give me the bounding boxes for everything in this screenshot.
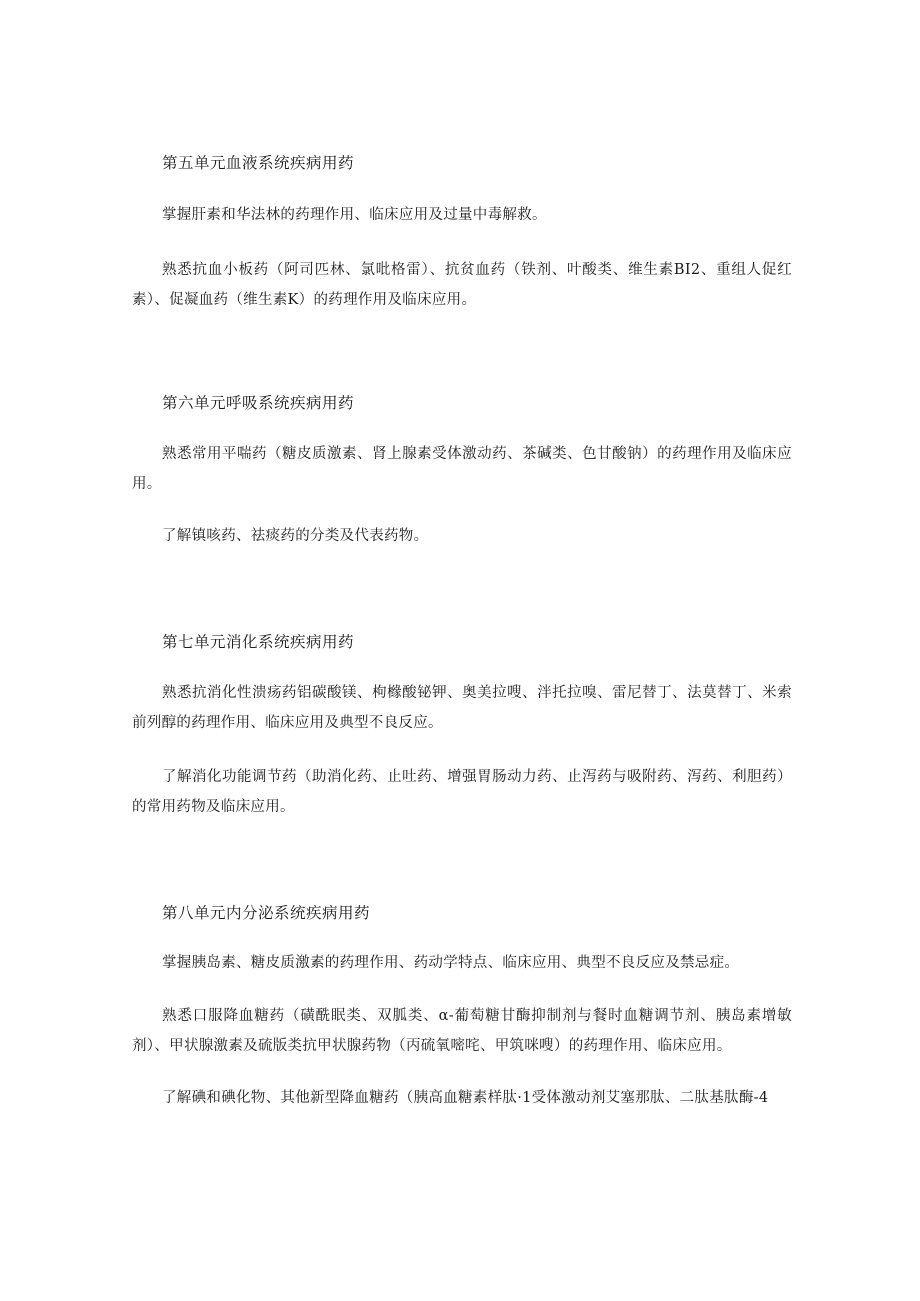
section-5-paragraph-2: 熟悉抗血小板药（阿司匹林、氯吡格雷）、抗贫血药（铁剂、叶酸类、维生素BI2、重组人促红素）、促凝血药（维生素K）的药理作用及临床应用。 [132,262,792,308]
section-heading-8: 第八单元内分泌系统疾病用药 [162,904,371,922]
section-8-paragraph-3: 了解碘和碘化物、其他新型降血糖药（胰高血糖素样肽·1受体激动剂艾塞那肽、二肽基肽酶-4 [162,1090,769,1106]
section-heading-7: 第七单元消化系统疾病用药 [162,633,355,651]
section-7-paragraph-2: 了解消化功能调节药（助消化药、止吐药、增强胃肠动力药、止泻药与吸附药、泻药、利胆药）的常用药物及临床应用。 [132,769,792,815]
section-heading-5: 第五单元血液系统疾病用药 [162,154,355,172]
section-6-paragraph-1: 熟悉常用平喘药（糖皮质激素、肾上腺素受体激动药、茶碱类、色甘酸钠）的药理作用及临床应用。 [132,446,792,492]
section-8-paragraph-2: 熟悉口服降血糖药（磺酰眠类、双胍类、α-葡萄糖甘酶抑制剂与餐时血糖调节剂、胰岛素增敏剂）、甲状腺激素及硫版类抗甲状腺药物（丙硫氧嘧咤、甲筑咪嗖）的药理作用、临床应用。 [132,1008,792,1054]
section-8-paragraph-1: 掌握胰岛素、糖皮质激素的药理作用、药动学特点、临床应用、典型不良反应及禁忌症。 [162,955,740,971]
section-heading-6: 第六单元呼吸系统疾病用药 [162,394,355,412]
section-5-paragraph-1: 掌握肝素和华法林的药理作用、临床应用及过量中毒解救。 [162,207,547,223]
section-7-paragraph-1: 熟悉抗消化性溃疡药铝碳酸镁、枸橼酸铋钾、奥美拉嗖、泮托拉嗅、雷尼替丁、法莫替丁、米索前列醇的药理作用、临床应用及典型不良反应。 [132,685,792,731]
section-6-paragraph-2: 了解镇咳药、祛痰药的分类及代表药物。 [162,528,429,544]
